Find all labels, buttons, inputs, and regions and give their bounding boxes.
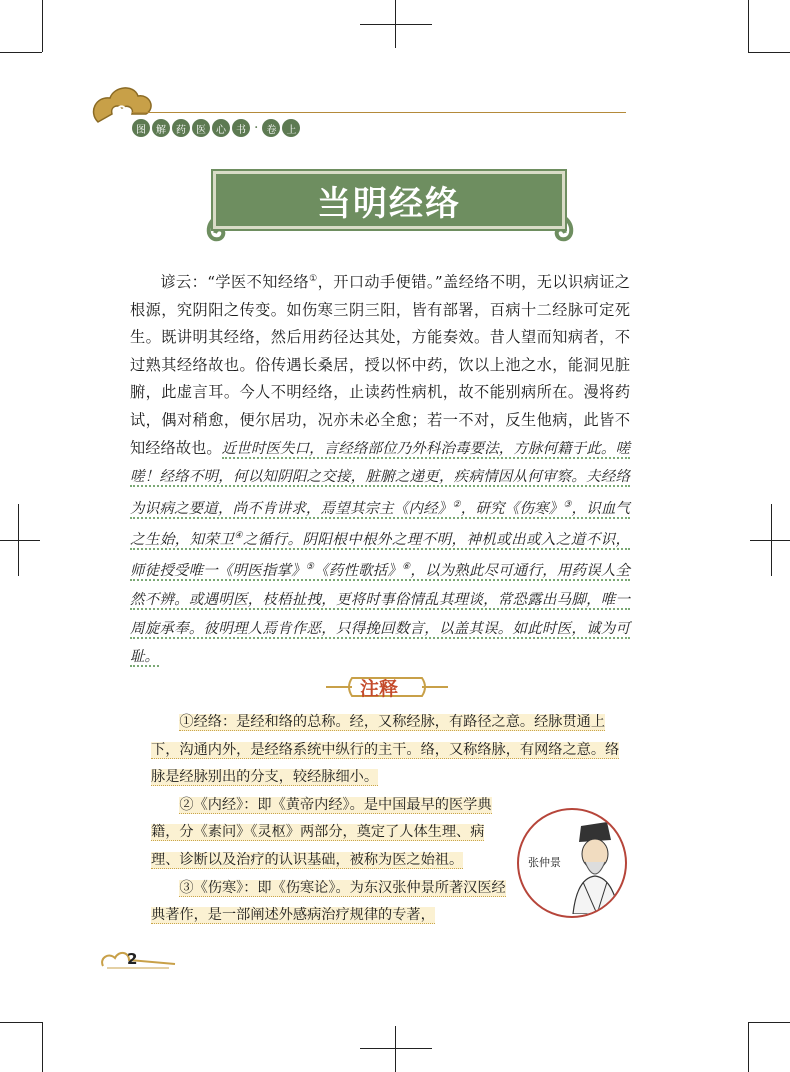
portrait-medallion	[517, 808, 627, 918]
note-item	[151, 709, 627, 792]
crop-mark	[0, 52, 42, 53]
scholar-portrait-icon	[567, 820, 623, 914]
note-text: ①经络：是经和络的总称。经，又称经脉，有路径之意。经脉贯通上下，沟通内外，是经络系统中纵行的主干。络，又称络脉，有网络之意。络脉是经脉别出的分支，较经脉细小。	[151, 714, 620, 786]
series-char: 解	[152, 119, 170, 137]
footnote-ref: ⑥	[402, 562, 411, 573]
page-number	[99, 948, 179, 974]
cloud-ornament-icon	[99, 948, 179, 974]
series-char: 图	[132, 119, 150, 137]
series-char: 卷	[262, 119, 280, 137]
series-char: 药	[172, 119, 190, 137]
page-number-text: 2	[127, 950, 138, 968]
crop-mark	[0, 540, 40, 541]
crop-mark	[771, 504, 772, 576]
note-text: ③《伤寒》：即《伤寒论》。为东汉张仲景所著汉医经典著作，是一部阐述外感病治疗规律的专著，	[151, 879, 506, 924]
footnote-ref: ⑤	[305, 562, 315, 573]
crop-mark	[0, 1022, 42, 1023]
footnote-ref: ②	[452, 499, 461, 510]
notes-title: 注释	[360, 678, 399, 700]
series-dot: ·	[254, 120, 259, 136]
note-text: ②《内经》：即《黄帝内经》。是中国最早的医学典籍，分《素问》《灵枢》两部分，奠定了人体生理、病理、诊断以及治疗的认识基础，被称为医之始祖。	[151, 796, 492, 868]
crop-mark	[360, 24, 432, 25]
crop-mark	[748, 0, 749, 52]
footnote-ref: ①	[309, 274, 318, 284]
series-char: 心	[212, 119, 230, 137]
notes-heading	[322, 672, 452, 702]
commentary-text	[130, 441, 630, 668]
page-title: 当明经络	[317, 183, 461, 224]
series-char: 医	[192, 119, 210, 137]
text-run: 《药性歌括》	[314, 563, 403, 580]
crop-mark	[750, 540, 790, 541]
series-char: 书	[232, 119, 250, 137]
footnote-ref: ④	[234, 531, 243, 542]
text-run: 近世时医失口，言经络部位乃外科治毒要法，方脉何籍于此。嗟嗟！经络不明，何以知阴阳之交接，脏腑之递更，疾病情因从何审察。夫经络为识病之要道，尚不肯讲求，焉望其宗主《内经》	[130, 440, 631, 517]
text-run: ，识血气之生始，知荣卫	[130, 500, 631, 549]
crop-mark	[18, 504, 19, 576]
crop-mark	[395, 1026, 396, 1072]
note-item	[151, 875, 506, 930]
title-banner	[203, 163, 577, 245]
text-run: 之循行。阴阳根中根外之理不明，神机或出或入之道不识，师徒授受唯一《明医指掌》	[130, 532, 631, 580]
note-item	[151, 792, 506, 875]
header-rule	[132, 112, 626, 113]
series-char: 上	[282, 119, 300, 137]
crop-mark	[42, 1022, 43, 1072]
main-text	[130, 266, 630, 672]
text-run: ，以为熟此尽可通行，用药误人全然不辨。或遇明医，枝梧扯拽，更将时事俗情乱其理谈，常恐露出马脚，唯一周旋承奉。彼明理人焉肯作恶，只得挽回数言，以盖其误。如此时医，诚为可耻。	[130, 563, 631, 666]
crop-mark	[748, 1022, 749, 1072]
banner-box	[213, 171, 565, 229]
portrait-name: 张仲景	[528, 856, 561, 869]
crop-mark	[360, 1048, 432, 1049]
crop-mark	[748, 1022, 790, 1023]
text-run: ，研究《伤寒》	[460, 500, 564, 517]
text-run: 谚云：“学医不知经络	[160, 273, 310, 292]
series-title	[132, 119, 300, 137]
text-run: ，开口动手便错。”盖经络不明，无以识病证之根源，究阴阳之传变。如伤寒三阴三阳，皆有部署，百病十二经脉可定死生。既讲明其经络，然后用药径达其处，方能奏效。昔人望而知病者，不过熟其经络故也。俗传遇长桑居，授以怀中药，饮以上池之水，能洞见脏腑，此虚言耳。今人不明经络，止读药性病机，故不能别病所在。漫将药试，偶对稍愈，便尔居功，况亦未必全愈；若一不对，反生他病，此皆不知经络故也。	[130, 273, 630, 457]
crop-mark	[748, 52, 790, 53]
footnote-ref: ③	[563, 499, 572, 510]
crop-mark	[42, 0, 43, 52]
main-paragraph	[130, 266, 630, 672]
